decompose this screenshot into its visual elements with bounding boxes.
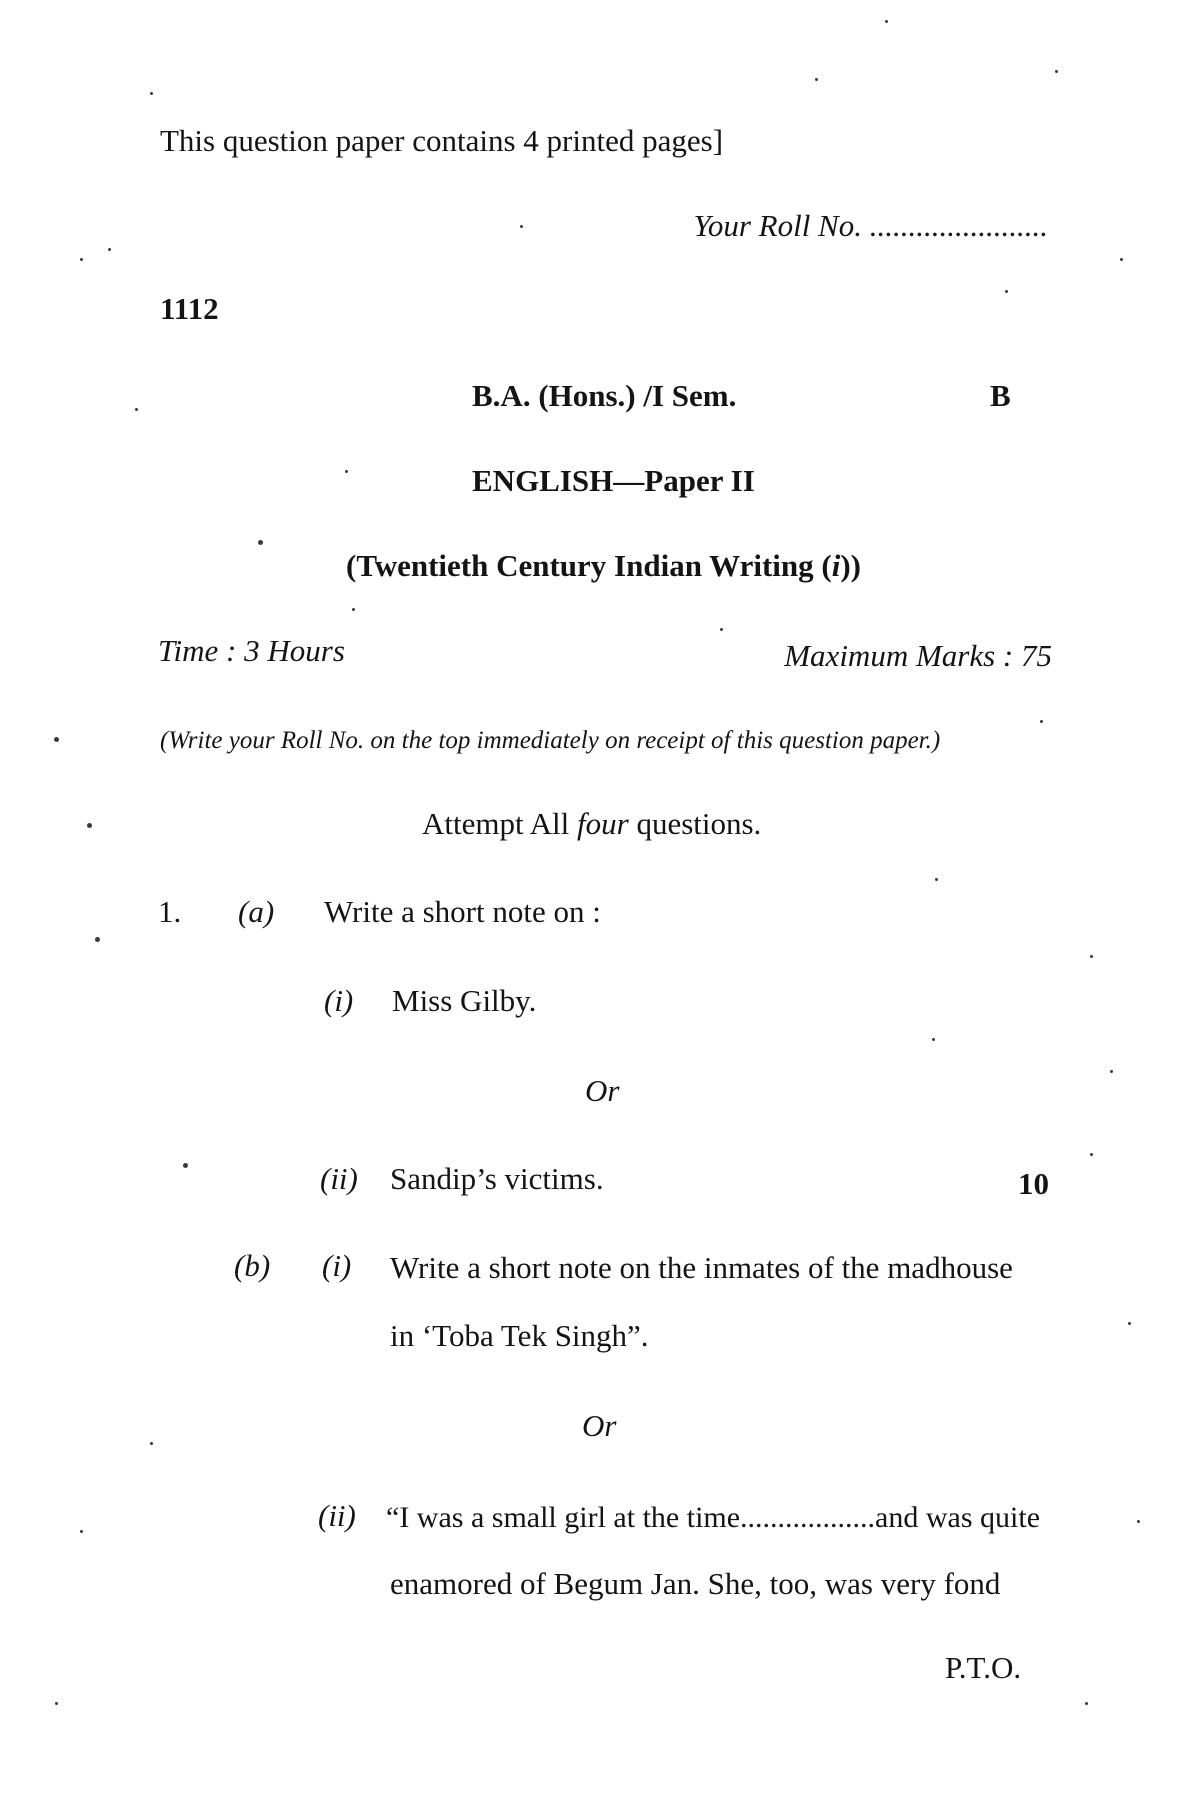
page-count-line: This question paper contains 4 printed pages] [160, 123, 724, 158]
paper-title-suffix: )) [840, 548, 861, 583]
attempt-suffix: questions. [628, 806, 762, 841]
attempt-italic: four [577, 806, 629, 841]
question-number: 1. [158, 894, 182, 929]
part-b-option-i-line2: in ‘Toba Tek Singh”. [390, 1318, 649, 1353]
paper-title-italic: i [831, 548, 841, 583]
part-a-option-ii-label: (ii) [320, 1161, 358, 1196]
part-b-option-i-line1: Write a short note on the inmates of the madhouse [390, 1250, 1013, 1285]
part-b-option-ii-line2: enamored of Begum Jan. She, too, was very fond [390, 1566, 1001, 1601]
roll-number-field: Your Roll No. ....................... [693, 208, 1048, 243]
part-a-or: Or [585, 1073, 620, 1108]
part-a-option-i-label: (i) [324, 983, 354, 1018]
time-allowed: Time : 3 Hours [158, 633, 345, 668]
part-a-marks: 10 [1018, 1166, 1049, 1201]
paper-title-prefix: (Twentieth Century Indian Writing ( [346, 548, 832, 583]
maximum-marks: Maximum Marks : 75 [784, 638, 1052, 673]
part-a-option-i-text: Miss Gilby. [392, 983, 537, 1018]
part-b-option-i-label: (i) [322, 1248, 352, 1283]
part-b-option-ii-label: (ii) [318, 1498, 356, 1533]
course-title: B.A. (Hons.) /I Sem. [472, 378, 737, 413]
part-a-label: (a) [238, 894, 275, 929]
paper-title [346, 550, 861, 581]
roll-number-instruction: (Write your Roll No. on the top immediately on receipt of this question paper.) [160, 727, 941, 754]
part-b-or: Or [582, 1408, 617, 1443]
please-turn-over: P.T.O. [945, 1650, 1022, 1685]
part-b-label: (b) [234, 1248, 271, 1283]
part-a-option-ii-text: Sandip’s victims. [390, 1161, 604, 1196]
subject-title: ENGLISH—Paper II [472, 463, 755, 498]
part-a-text: Write a short note on : [324, 894, 601, 929]
part-b-option-ii-line1: “I was a small girl at the time..................and was quite [386, 1501, 1041, 1534]
set-letter: B [990, 378, 1011, 413]
attempt-instruction [422, 808, 761, 839]
attempt-prefix: Attempt All [422, 806, 577, 841]
paper-code: 1112 [160, 291, 219, 326]
